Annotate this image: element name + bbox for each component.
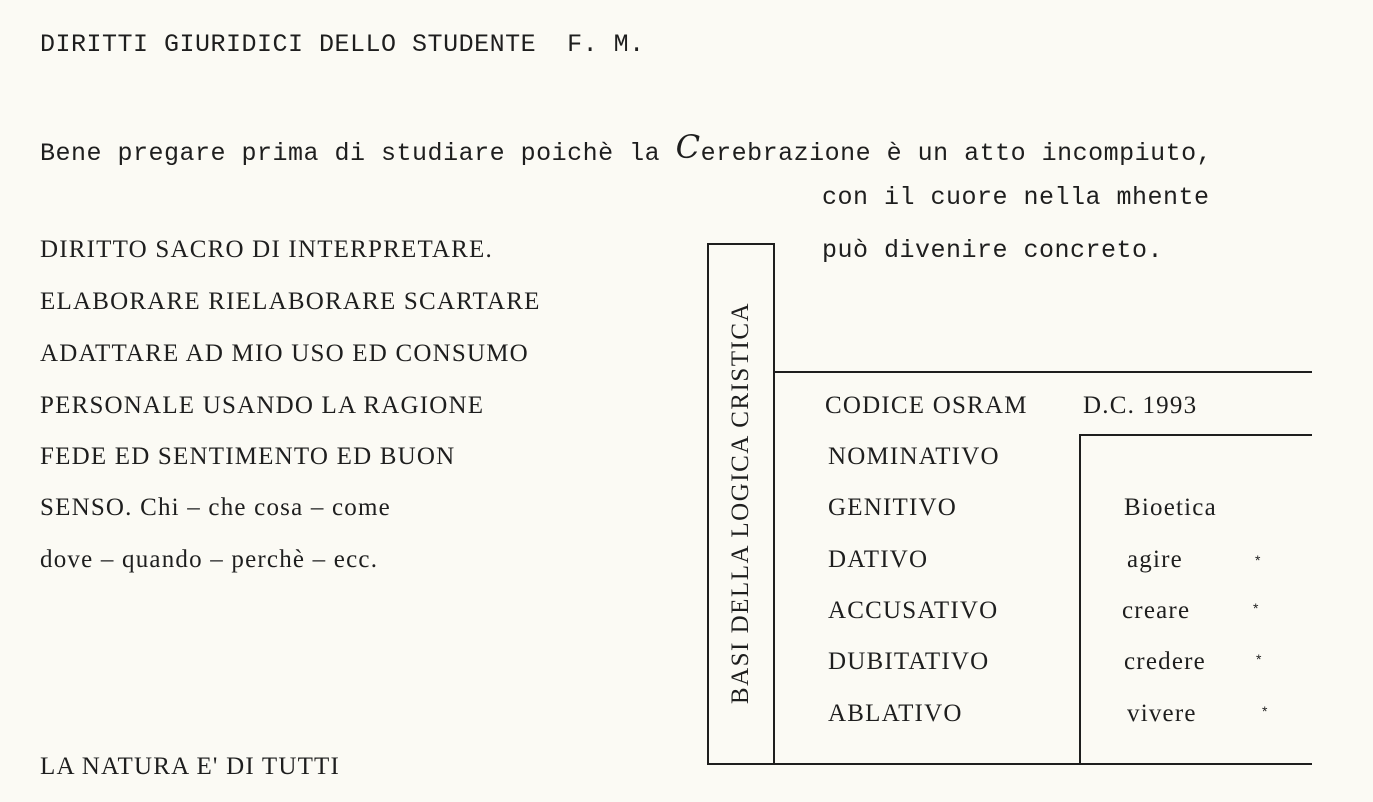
case-nominativo: NOMINATIVO [828, 443, 1000, 470]
inner-horizontal-rule [1079, 434, 1312, 436]
upper-horizontal-rule [775, 371, 1312, 373]
left-line-3: ADATTARE AD MIO USO ED CONSUMO [40, 340, 529, 367]
left-line-6: SENSO. Chi – che cosa – come [40, 494, 391, 521]
left-line-2: ELABORARE RIELABORARE SCARTARE [40, 288, 541, 315]
author-initials: F. M. [567, 30, 645, 59]
marker-agire: * [1255, 552, 1261, 568]
title-text: DIRITTI GIURIDICI DELLO STUDENTE [40, 30, 537, 59]
vertical-label: BASI DELLA LOGICA CRISTICA [727, 301, 754, 705]
case-accusativo: ACCUSATIVO [828, 597, 999, 624]
inner-vertical-rule [1079, 434, 1081, 765]
code-date: D.C. 1993 [1083, 392, 1198, 419]
verb-agire: agire [1127, 546, 1183, 573]
left-line-1: DIRITTO SACRO DI INTERPRETARE. [40, 236, 493, 263]
intro-before: Bene pregare prima di studiare poichè la [40, 139, 676, 168]
case-dubitativo: DUBITATIVO [828, 648, 990, 675]
intro-line-2: con il cuore nella mhente [822, 183, 1210, 212]
case-ablativo: ABLATIVO [828, 700, 963, 727]
marker-vivere: * [1262, 703, 1268, 719]
case-dativo: DATIVO [828, 546, 929, 573]
left-line-4: PERSONALE USANDO LA RAGIONE [40, 392, 485, 419]
bottom-horizontal-rule [707, 763, 1312, 765]
verb-vivere: vivere [1127, 700, 1197, 727]
intro-after: erebrazione è un atto incompiuto, [700, 139, 1213, 168]
script-letter: C [675, 128, 701, 166]
intro-line [40, 130, 1212, 168]
footer-text: LA NATURA E' DI TUTTI [40, 753, 341, 780]
verb-creare: creare [1122, 597, 1191, 624]
left-line-5: FEDE ED SENTIMENTO ED BUON [40, 443, 456, 470]
left-line-7: dove – quando – perchè – ecc. [40, 546, 379, 573]
case-genitivo: GENITIVO [828, 494, 958, 521]
document-title [40, 30, 645, 59]
code-label: CODICE OSRAM [825, 392, 1028, 419]
marker-credere: * [1256, 651, 1262, 667]
intro-line-3: può divenire concreto. [822, 236, 1164, 265]
marker-creare: * [1253, 600, 1259, 616]
verb-credere: credere [1124, 648, 1206, 675]
bioethics-title: Bioetica [1124, 494, 1217, 521]
